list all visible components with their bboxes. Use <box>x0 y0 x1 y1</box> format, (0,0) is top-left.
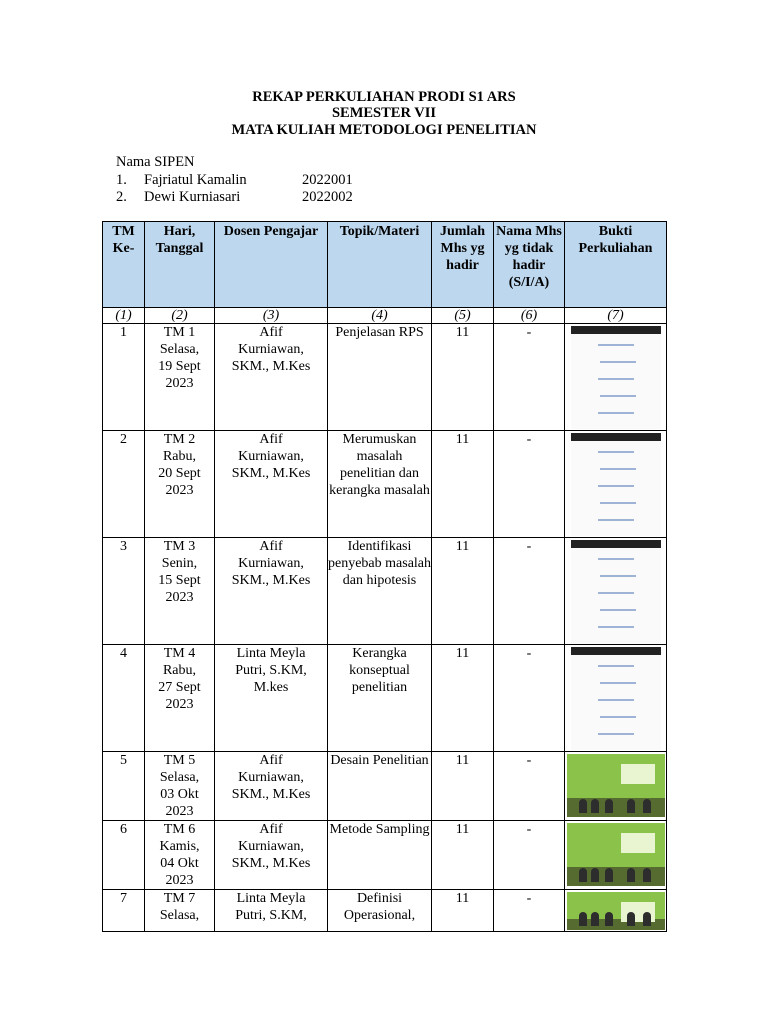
year: 2023 <box>165 376 194 391</box>
lecturer-name: Afif <box>259 325 283 340</box>
cell-topic <box>328 752 432 821</box>
cell-attendance-count <box>432 324 494 431</box>
cell-tm-number <box>103 431 145 538</box>
tm-label: TM 1 <box>163 325 196 340</box>
table-row <box>103 538 667 645</box>
cell-topic <box>328 324 432 431</box>
cell-attendance-count <box>432 890 494 932</box>
cell-day-date <box>145 752 215 821</box>
topic: Merumuskan masalah penelitian dan kerangka masalah <box>329 432 430 498</box>
member-id: 2022002 <box>302 189 353 205</box>
column-index: (7) <box>565 308 667 324</box>
cell-absent-students <box>494 821 565 890</box>
table-header-row <box>103 222 667 308</box>
cell-attendance-count <box>432 431 494 538</box>
column-index: (3) <box>215 308 328 324</box>
absent-students: - <box>526 325 532 340</box>
tm-number: 1 <box>120 325 127 340</box>
tm-number: 4 <box>120 646 127 661</box>
topic: Penjelasan RPS <box>335 325 424 340</box>
attendance-count: 11 <box>455 753 470 768</box>
tm-number: 5 <box>120 753 127 768</box>
column-index: (2) <box>145 308 215 324</box>
attendance-count: 11 <box>455 432 470 447</box>
cell-absent-students <box>494 324 565 431</box>
date: 27 Sept <box>158 680 201 695</box>
cell-attendance-count <box>432 752 494 821</box>
year: 2023 <box>165 697 194 712</box>
cell-tm-number <box>103 538 145 645</box>
absent-students: - <box>526 539 532 554</box>
column-index: (4) <box>328 308 432 324</box>
class-photo <box>567 823 665 886</box>
cell-proof <box>565 752 667 821</box>
header-absent-students: Nama Mhs yg tidak hadir (S/I/A) <box>494 222 565 308</box>
year: 2023 <box>165 483 194 498</box>
year: 2023 <box>165 804 194 819</box>
cell-lecturer <box>215 890 328 932</box>
cell-day-date <box>145 324 215 431</box>
table-row <box>103 890 667 932</box>
attendance-screenshot <box>571 540 661 643</box>
absent-students: - <box>526 646 532 661</box>
member-name: Dewi Kurniasari <box>144 189 241 205</box>
lecturer-title: SKM., M.Kes <box>231 466 311 481</box>
member-row <box>116 189 353 207</box>
cell-lecturer <box>215 538 328 645</box>
doc-title-line-1: REKAP PERKULIAHAN PRODI S1 ARS <box>252 89 516 105</box>
cell-tm-number <box>103 890 145 932</box>
cell-lecturer <box>215 752 328 821</box>
cell-topic <box>328 821 432 890</box>
cell-absent-students <box>494 645 565 752</box>
cell-proof <box>565 645 667 752</box>
day-name: Selasa, <box>159 342 200 357</box>
attendance-count: 11 <box>455 325 470 340</box>
tm-label: TM 7 <box>163 891 196 906</box>
header-attendance-count: Jumlah Mhs yg hadir <box>432 222 494 308</box>
attendance-count: 11 <box>455 891 470 906</box>
table-row <box>103 821 667 890</box>
date: 19 Sept <box>158 359 201 374</box>
cell-proof <box>565 538 667 645</box>
lecture-recap-table <box>102 221 667 932</box>
date: 20 Sept <box>158 466 201 481</box>
cell-lecturer <box>215 431 328 538</box>
cell-topic <box>328 645 432 752</box>
lecturer-name: Linta Meyla <box>236 646 306 661</box>
lecturer-name: Linta Meyla <box>236 891 306 906</box>
header-lecturer: Dosen Pengajar <box>215 222 328 308</box>
cell-topic <box>328 890 432 932</box>
cell-attendance-count <box>432 821 494 890</box>
lecturer-name: Kurniawan, <box>238 342 304 357</box>
year: 2023 <box>165 590 194 605</box>
cell-absent-students <box>494 431 565 538</box>
attendance-count: 11 <box>455 822 470 837</box>
lecturer-name: Afif <box>259 822 283 837</box>
topic: Kerangka konseptual penelitian <box>349 646 410 695</box>
tm-label: TM 2 <box>163 432 196 447</box>
table-row <box>103 324 667 431</box>
doc-title-line-2: SEMESTER VII <box>331 105 437 121</box>
tm-number: 6 <box>120 822 127 837</box>
column-index: (1) <box>103 308 145 324</box>
header-topic: Topik/Materi <box>328 222 432 308</box>
cell-day-date <box>145 645 215 752</box>
day-name: Selasa, <box>159 908 200 923</box>
topic: Definisi Operasional, <box>343 891 416 923</box>
doc-title-line-3: MATA KULIAH METODOLOGI PENELITIAN <box>231 122 537 138</box>
cell-tm-number <box>103 821 145 890</box>
member-row <box>116 172 353 190</box>
day-name: Rabu, <box>162 449 197 464</box>
tm-label: TM 5 <box>163 753 196 768</box>
cell-tm-number <box>103 752 145 821</box>
tm-label: TM 6 <box>163 822 196 837</box>
member-number: 1. <box>116 171 127 188</box>
group-label: Nama SIPEN <box>116 154 195 170</box>
lecturer-title: SKM., M.Kes <box>231 359 311 374</box>
lecturer-name: Kurniawan, <box>238 770 304 785</box>
cell-attendance-count <box>432 645 494 752</box>
date: 15 Sept <box>158 573 201 588</box>
cell-absent-students <box>494 538 565 645</box>
tm-number: 7 <box>120 891 127 906</box>
lecturer-name: Kurniawan, <box>238 449 304 464</box>
absent-students: - <box>526 753 532 768</box>
lecturer-name: Afif <box>259 539 283 554</box>
cell-absent-students <box>494 890 565 932</box>
date: 03 Okt <box>160 787 199 802</box>
cell-proof <box>565 821 667 890</box>
lecturer-name: Putri, S.KM, <box>235 663 307 678</box>
day-name: Senin, <box>161 556 198 571</box>
attendance-screenshot <box>571 647 661 750</box>
topic: Desain Penelitian <box>330 753 429 768</box>
cell-tm-number <box>103 645 145 752</box>
cell-day-date <box>145 538 215 645</box>
cell-absent-students <box>494 752 565 821</box>
member-id: 2022001 <box>302 171 353 188</box>
group-info <box>116 154 353 207</box>
lecturer-name: Kurniawan, <box>238 839 304 854</box>
table-row <box>103 645 667 752</box>
member-name: Fajriatul Kamalin <box>144 171 247 188</box>
day-name: Selasa, <box>159 770 200 785</box>
attendance-count: 11 <box>455 539 470 554</box>
member-number: 2. <box>116 189 127 205</box>
attendance-screenshot <box>571 326 661 429</box>
class-photo <box>567 892 665 930</box>
lecturer-title: M.kes <box>253 680 289 695</box>
tm-number: 2 <box>120 432 127 447</box>
lecturer-title: SKM., M.Kes <box>231 573 311 588</box>
lecturer-title: SKM., M.Kes <box>231 787 311 802</box>
cell-proof <box>565 324 667 431</box>
topic: Identifikasi penyebab masalah dan hipotesis <box>328 539 432 588</box>
day-name: Rabu, <box>162 663 197 678</box>
absent-students: - <box>526 822 532 837</box>
class-photo <box>567 754 665 817</box>
attendance-count: 11 <box>455 646 470 661</box>
lecturer-name: Afif <box>259 432 283 447</box>
table-row <box>103 431 667 538</box>
cell-day-date <box>145 431 215 538</box>
column-index-row <box>103 308 667 324</box>
cell-lecturer <box>215 645 328 752</box>
lecturer-name: Afif <box>259 753 283 768</box>
absent-students: - <box>526 432 532 447</box>
date: 04 Okt <box>160 856 199 871</box>
tm-label: TM 3 <box>163 539 196 554</box>
cell-lecturer <box>215 821 328 890</box>
day-name: Kamis, <box>159 839 200 854</box>
cell-topic <box>328 538 432 645</box>
year: 2023 <box>165 873 194 888</box>
lecturer-title: SKM., M.Kes <box>231 856 311 871</box>
tm-number: 3 <box>120 539 127 554</box>
cell-topic <box>328 431 432 538</box>
lecturer-name: Putri, S.KM, <box>235 908 307 923</box>
table-row <box>103 752 667 821</box>
cell-tm-number <box>103 324 145 431</box>
header-proof: Bukti Perkuliahan <box>565 222 667 308</box>
cell-attendance-count <box>432 538 494 645</box>
cell-proof <box>565 890 667 932</box>
tm-label: TM 4 <box>163 646 196 661</box>
header-day-date: Hari, Tanggal <box>145 222 215 308</box>
cell-day-date <box>145 821 215 890</box>
lecturer-name: Kurniawan, <box>238 556 304 571</box>
topic: Metode Sampling <box>329 822 430 837</box>
column-index: (6) <box>494 308 565 324</box>
attendance-screenshot <box>571 433 661 536</box>
cell-day-date <box>145 890 215 932</box>
absent-students: - <box>526 891 532 906</box>
header-tm: TM Ke- <box>103 222 145 308</box>
column-index: (5) <box>432 308 494 324</box>
cell-lecturer <box>215 324 328 431</box>
cell-proof <box>565 431 667 538</box>
